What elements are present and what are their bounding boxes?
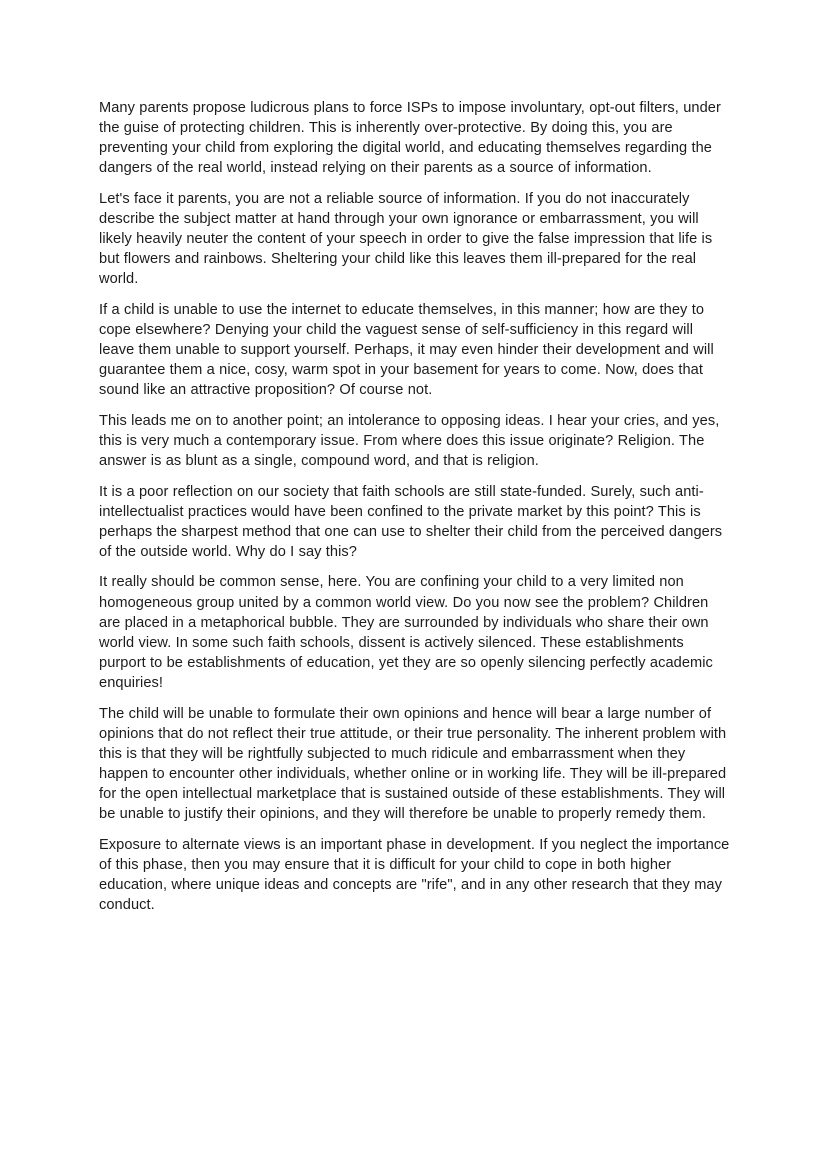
body-paragraph-5: It is a poor reflection on our society that faith schools are still state-funded. Surely, such anti-intellectualist practices would have been confined to the private market by this point? This is perhaps the sharpest method that one can use to shelter their child from the perceived dangers of the outside world. Why do I say this? xyxy=(99,483,723,560)
body-paragraph-3: If a child is unable to use the internet to educate themselves, in this manner; how are they to cope elsewhere? Denying your child the vaguest sense of self-sufficiency in this regard will leave them unable to support yourself. Perhaps, it may even hinder their development and will guarantee them a nice, cosy, warm spot in your basement for years to come. Now, does that sound like an attractive proposition? Of course not. xyxy=(99,301,714,399)
document-text-column xyxy=(99,98,731,915)
body-paragraph-2: Let's face it parents, you are not a reliable source of information. If you do not inaccurately describe the subject matter at hand through your own ignorance or embarrassment, you will likely heavily neuter the content of your speech in order to give the false impression that life is but flowers and rainbows. Sheltering your child like this leaves them ill-prepared for the real world. xyxy=(99,190,713,288)
body-paragraph-7: The child will be unable to formulate their own opinions and hence will bear a large number of opinions that do not reflect their true attitude, or their true personality. The inherent problem with this is that they will be rightfully subjected to much ridicule and embarrassment when they happen to encounter other individuals, whether online or in working life. They will be ill-prepared for the open intellectual marketplace that is sustained outside of these establishments. They will be unable to justify their opinions, and they will therefore be unable to properly remedy them. xyxy=(99,705,727,822)
body-paragraph-1: Many parents propose ludicrous plans to force ISPs to impose involuntary, opt-out filters, under the guise of protecting children. This is inherently over-protective. By doing this, you are preventing your child from exploring the digital world, and educating themselves regarding the dangers of the real world, instead relying on their parents as a source of information. xyxy=(99,100,721,177)
body-paragraph-6: It really should be common sense, here. You are confining your child to a very limited non homogeneous group united by a common world view. Do you now see the problem? Children are placed in a metaphorical bubble. They are surrounded by individuals who share their own world view. In some such faith schools, dissent is actively silenced. These establishments purport to be establishments of education, yet they are so openly silencing perfectly academic enquiries! xyxy=(99,574,713,691)
body-paragraph-4: This leads me on to another point; an intolerance to opposing ideas. I hear your cries, and yes, this is very much a contemporary issue. From where does this issue originate? Religion. The answer is as blunt as a single, compound word, and that is religion. xyxy=(99,412,720,469)
body-paragraph-8: Exposure to alternate views is an important phase in development. If you neglect the importance of this phase, then you may ensure that it is difficult for your child to cope in both higher education, where unique ideas and concepts are "rife", and in any other research that they may conduct. xyxy=(99,836,730,913)
